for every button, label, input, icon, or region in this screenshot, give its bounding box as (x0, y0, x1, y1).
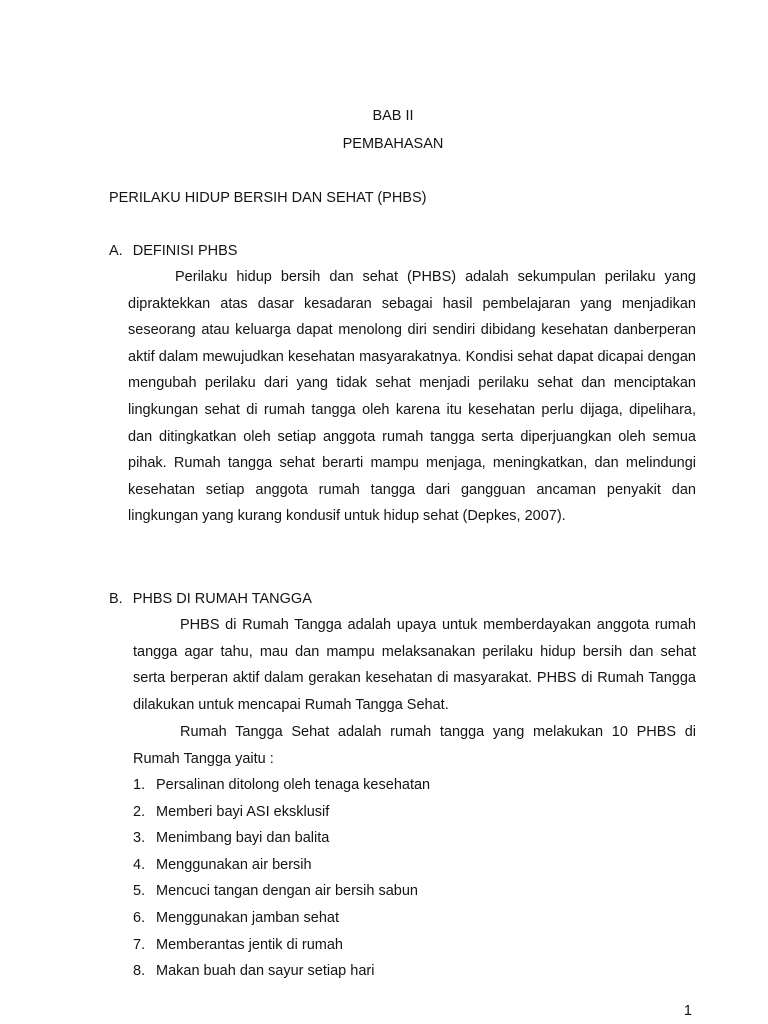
section-b-label: B. (109, 591, 123, 607)
section-b-heading (109, 591, 312, 607)
list-item (133, 878, 693, 905)
list-item-number: 5. (133, 883, 146, 900)
chapter-number: BAB II (372, 108, 414, 124)
list-item-text: Menimbang bayi dan balita (156, 830, 330, 847)
section-a-heading (109, 243, 237, 259)
section-a-label: A. (109, 243, 123, 259)
section-a-paragraph (128, 264, 696, 530)
main-heading: PERILAKU HIDUP BERSIH DAN SEHAT (PHBS) (109, 190, 427, 206)
list-item-number: 6. (133, 909, 146, 926)
list-item-text: Memberi bayi ASI eksklusif (156, 803, 330, 820)
section-b-paragraph-2 (133, 719, 696, 772)
list-item-text: Makan buah dan sayur setiap hari (156, 963, 375, 980)
list-item (133, 772, 693, 799)
section-a-text: Perilaku hidup bersih dan sehat (PHBS) adalah sekumpulan perilaku yang dipraktekkan atas dasar kesadaran sebagai hasil pembelajaran yang menjadikan seseorang atau keluarga dapat menolong diri sendiri dibidang kesehatan danberperan aktif dalam mewujudkan kesehatan masyarakatnya. Kondisi sehat dapat dicapai dengan mengubah perilaku dari yang tidak sehat menjadi perilaku sehat dan menciptakan lingkungan sehat di rumah tangga oleh karena itu kesehatan perlu dijaga, dipelihara, dan ditingkatkan oleh setiap anggota rumah tangga serta diperjuangkan oleh semua pihak. Rumah tangga sehat berarti mampu menjaga, meningkatkan, dan melindungi kesehatan setiap anggota rumah tangga dari gangguan ancaman penyakit dan lingkungan yang kurang kondusif untuk hidup sehat (Depkes, 2007). (128, 269, 696, 525)
list-item-number: 7. (133, 936, 146, 953)
section-b-paragraph-1 (133, 612, 696, 719)
page-number: 1 (683, 1003, 692, 1019)
list-item (133, 958, 693, 985)
phbs-list (133, 772, 693, 985)
section-a-title: DEFINISI PHBS (132, 243, 238, 259)
list-item-text: Persalinan ditolong oleh tenaga kesehatan (156, 777, 431, 793)
list-item (133, 852, 693, 879)
section-b-title: PHBS DI RUMAH TANGGA (132, 591, 312, 607)
list-item-number: 1. (133, 777, 146, 793)
list-item-number: 4. (133, 856, 146, 873)
list-item-text: Menggunakan jamban sehat (156, 909, 339, 926)
list-item (133, 825, 693, 852)
list-item-text: Mencuci tangan dengan air bersih sabun (156, 883, 418, 900)
list-item-number: 8. (133, 963, 146, 980)
section-b-text-1: PHBS di Rumah Tangga adalah upaya untuk memberdayakan anggota rumah tangga agar tahu, mau dan mampu melaksanakan perilaku hidup bersih dan sehat serta berperan aktif dalam gerakan kesehatan di masyarakat. PHBS di Rumah Tangga dilakukan untuk mencapai Rumah Tangga Sehat. (133, 617, 696, 714)
list-item (133, 799, 693, 826)
section-b-text-2: Rumah Tangga Sehat adalah rumah tangga yang melakukan 10 PHBS di Rumah Tangga yaitu : (133, 724, 696, 767)
list-item-text: Memberantas jentik di rumah (156, 936, 343, 953)
list-item-number: 3. (133, 830, 146, 847)
chapter-title: PEMBAHASAN (342, 136, 444, 152)
list-item (133, 932, 693, 959)
list-item (133, 905, 693, 932)
list-item-number: 2. (133, 803, 146, 820)
list-item-text: Menggunakan air bersih (156, 856, 312, 873)
